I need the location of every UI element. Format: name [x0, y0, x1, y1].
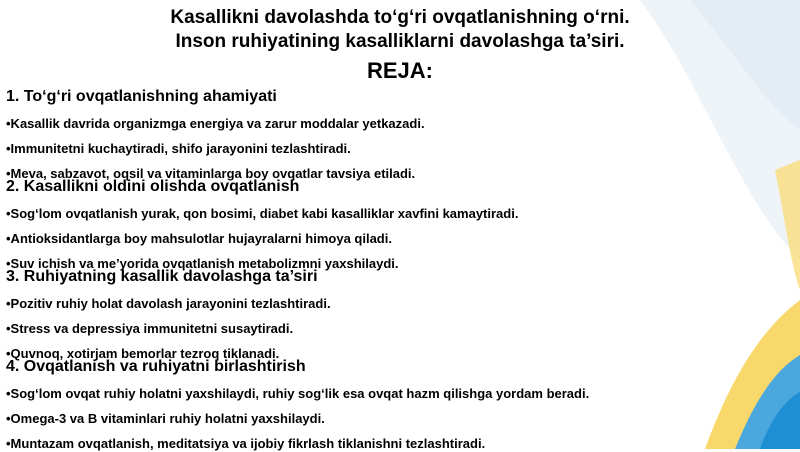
title-line-2: Inson ruhiyatining kasalliklarni davolashga ta’siri. [175, 31, 625, 52]
bullet-item: •Immunitetni kuchaytiradi, shifo jarayonini tezlashtiradi. [6, 141, 351, 156]
title-line-1: Kasallikni davolashda to‘g‘ri ovqatlanishning o‘rni. [170, 7, 630, 28]
section-heading-2: 2. Kasallikni oldini olishda ovqatlanish [6, 178, 300, 195]
bullet-item: •Omega-3 va B vitaminlari ruhiy holatni yaxshilaydi. [6, 411, 325, 426]
bullet-item: •Sog‘lom ovqat ruhiy holatni yaxshilaydi, ruhiy sog‘lik esa ovqat hazm qilishga yordam beradi. [6, 386, 590, 401]
bullet-item: •Muntazam ovqatlanish, meditatsiya va ijobiy fikrlash tiklanishni tezlashtiradi. [6, 436, 486, 451]
section-heading-1: 1. To‘g‘ri ovqatlanishning ahamiyati [6, 88, 277, 105]
section-heading-3: 3. Ruhiyatning kasallik davolashga ta’siri [6, 268, 318, 285]
bullet-item: •Stress va depressiya immunitetni susaytiradi. [6, 321, 294, 336]
bullet-item: •Quvnoq, xotirjam bemorlar tezroq tiklanadi. [6, 346, 280, 361]
bullet-item: •Kasallik davrida organizmga energiya va zarur moddalar yetkazadi. [6, 116, 425, 131]
bullet-item: •Meva, sabzavot, oqsil va vitaminlarga boy ovqatlar tavsiya etiladi. [6, 166, 416, 181]
plan-title: REJA: [366, 58, 433, 83]
section-heading-4: 4. Ovqatlanish va ruhiyatni birlashtirish [6, 358, 306, 375]
bullet-item: •Antioksidantlarga boy mahsulotlar hujayralarni himoya qiladi. [6, 231, 392, 246]
slide-title [0, 6, 800, 54]
bullet-item: •Suv ichish va me’yorida ovqatlanish metabolizmni yaxshilaydi. [6, 256, 399, 271]
bullet-item: •Sog‘lom ovqatlanish yurak, qon bosimi, diabet kabi kasalliklar xavfini kamaytiradi. [6, 206, 519, 221]
bullet-item: •Pozitiv ruhiy holat davolash jarayonini tezlashtiradi. [6, 296, 331, 311]
